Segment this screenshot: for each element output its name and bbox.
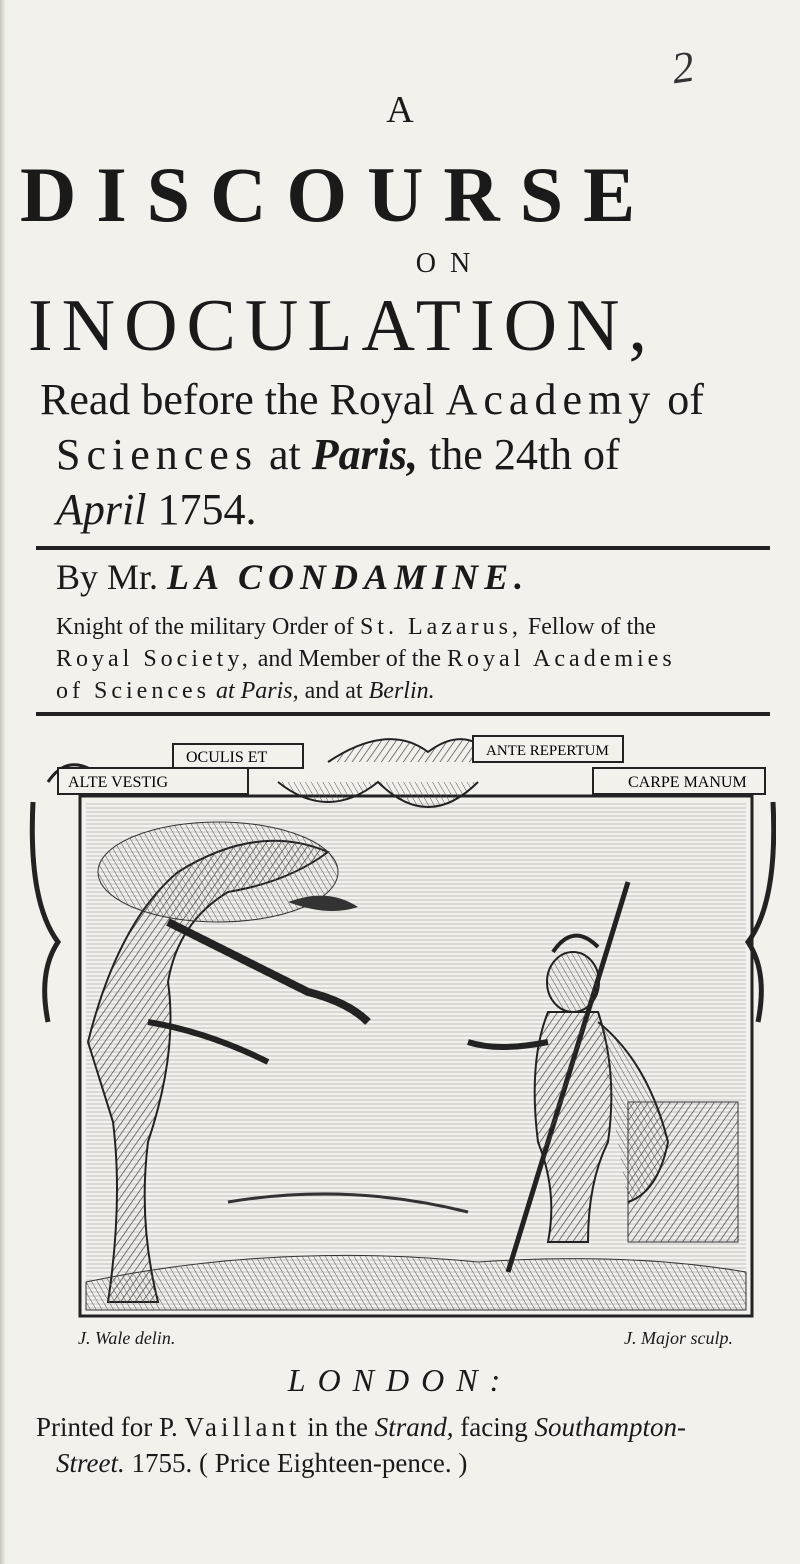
subtitle-line-3 bbox=[56, 484, 256, 535]
title-article: A bbox=[386, 89, 414, 131]
page-edge-shadow bbox=[0, 0, 6, 1564]
imprint-printed-for: Printed for P. bbox=[36, 1412, 178, 1442]
author-royal-academies: Royal Academies bbox=[447, 646, 676, 672]
subtitle-of: of bbox=[667, 375, 704, 424]
imprint-line-2 bbox=[56, 1448, 467, 1479]
banner-ante-repertum: ANTE REPERTUM bbox=[486, 743, 609, 759]
page-number-mark: 2 bbox=[668, 41, 698, 94]
author-credentials-1 bbox=[56, 614, 656, 641]
imprint-price: ( Price Eighteen-pence. ) bbox=[198, 1448, 468, 1478]
author-member: and Member of the bbox=[257, 646, 442, 672]
author-and-at: and at bbox=[304, 678, 363, 704]
author-order: St. Lazarus, bbox=[359, 614, 522, 640]
title-discourse: DISCOURSE bbox=[20, 151, 656, 238]
title-inoculation: INOCULATION, bbox=[28, 285, 656, 367]
frontispiece-engraving bbox=[28, 722, 776, 1326]
author-at-paris: at Paris, bbox=[215, 678, 299, 704]
banner-carpe-manum: CARPE MANUM bbox=[628, 774, 747, 791]
subtitle-line-2 bbox=[56, 429, 620, 480]
imprint-strand: Strand, bbox=[374, 1412, 454, 1442]
author-royal-society: Royal Society, bbox=[56, 646, 252, 672]
author-credentials-3 bbox=[56, 678, 435, 705]
subtitle-at: at bbox=[268, 430, 301, 479]
imprint-printer: Vaillant bbox=[184, 1412, 301, 1442]
author-credentials-2 bbox=[56, 646, 676, 673]
imprint-line-1 bbox=[36, 1412, 686, 1443]
subtitle-paris: Paris, bbox=[311, 430, 419, 479]
subtitle-date: the 24th of bbox=[429, 430, 620, 479]
author-by: By Mr. bbox=[56, 557, 159, 597]
subtitle-april: April bbox=[56, 485, 147, 534]
author-berlin: Berlin. bbox=[368, 678, 435, 704]
imprint-southampton: Southampton- bbox=[534, 1412, 686, 1442]
author-name: LA CONDAMINE. bbox=[167, 557, 530, 597]
imprint-street: Street. bbox=[56, 1448, 125, 1478]
divider-rule-bottom bbox=[36, 712, 770, 716]
author-fellow: Fellow of the bbox=[527, 614, 656, 640]
subtitle-year: 1754. bbox=[157, 485, 257, 534]
author-of-sciences: of Sciences bbox=[56, 678, 210, 704]
subtitle-academy: Academy bbox=[445, 375, 657, 424]
banner-oculis: OCULIS ET bbox=[186, 749, 268, 766]
divider-rule-top bbox=[36, 546, 770, 550]
imprint-city: LONDON: bbox=[287, 1362, 513, 1398]
imprint-in-the: in the bbox=[307, 1412, 368, 1442]
subtitle-line-1 bbox=[40, 374, 704, 425]
subtitle-sciences: Sciences bbox=[56, 430, 258, 479]
credit-drawn-by: J. Wale delin. bbox=[78, 1328, 176, 1348]
imprint-facing: facing bbox=[460, 1412, 528, 1442]
author-line bbox=[56, 556, 529, 598]
title-on: ON bbox=[415, 248, 485, 279]
credit-engraved-by: J. Major sculp. bbox=[624, 1328, 733, 1348]
imprint-year: 1755. bbox=[131, 1448, 193, 1478]
banner-alte-vestigia: ALTE VESTIG bbox=[68, 774, 168, 791]
subtitle-read-before: Read before the Royal bbox=[40, 375, 435, 424]
author-knight: Knight of the military Order of bbox=[56, 614, 354, 640]
